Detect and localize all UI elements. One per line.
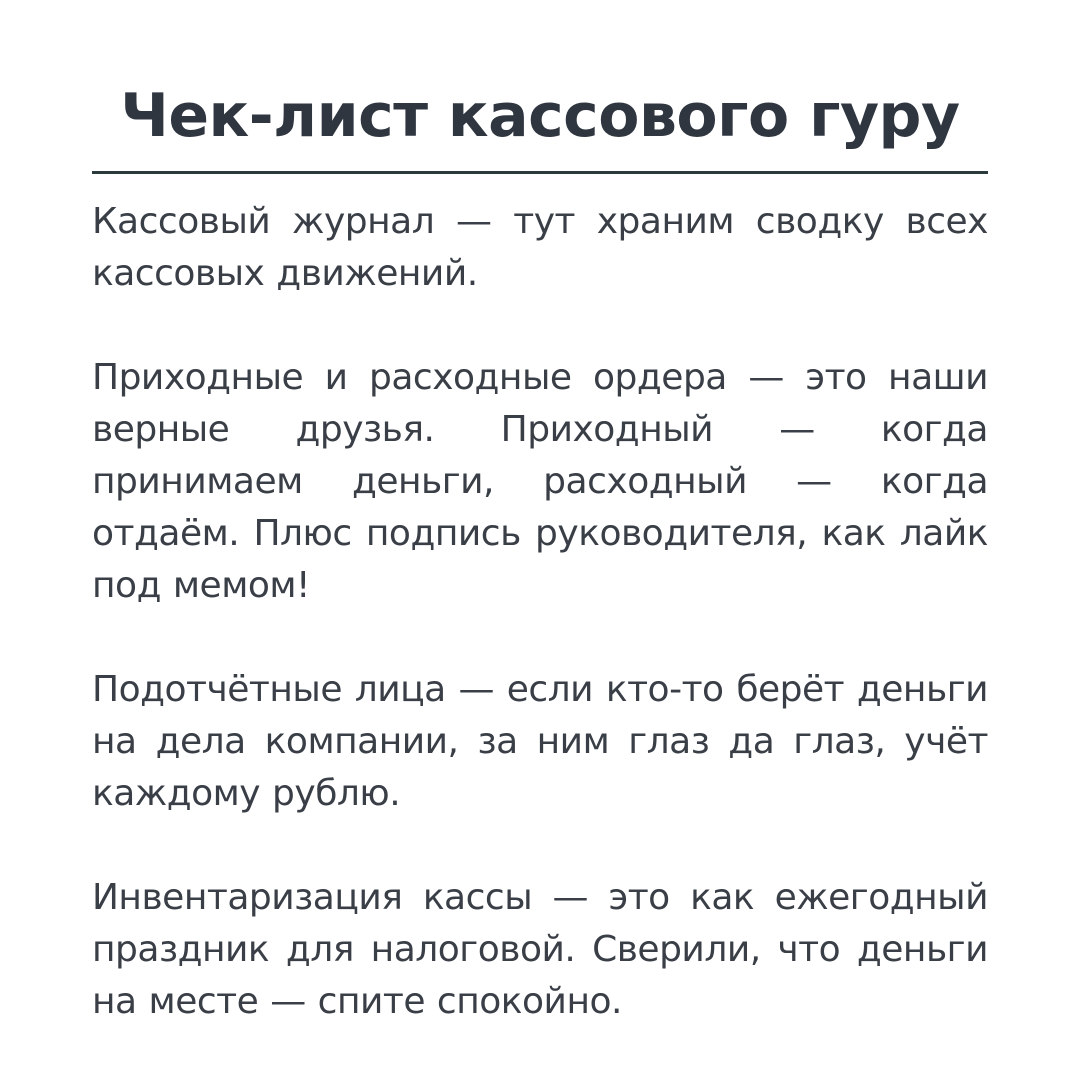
paragraph-cash-orders: Приходные и расходные ордера — это наши верные друзья. Приходный — когда принимаем деньги, расходный — когда отдаём. Плюс подпись руководителя, как лайк под мемом!	[92, 357, 988, 606]
checklist-card	[92, 0, 988, 1080]
paragraph-cash-journal: Кассовый журнал — тут храним сводку всех кассовых движений.	[92, 201, 988, 294]
checklist-body	[92, 196, 988, 1080]
title-divider	[92, 171, 988, 174]
page-title: Чек-лист кассового гуру	[120, 81, 960, 151]
paragraph-cash-inventory: Инвентаризация кассы — это как ежегодный праздник для налоговой. Сверили, что деньги на месте — спите спокойно.	[92, 877, 988, 1022]
paragraph-accountable-persons: Подотчётные лица — если кто-то берёт деньги на дела компании, за ним глаз да глаз, учёт каждому рублю.	[92, 669, 988, 814]
